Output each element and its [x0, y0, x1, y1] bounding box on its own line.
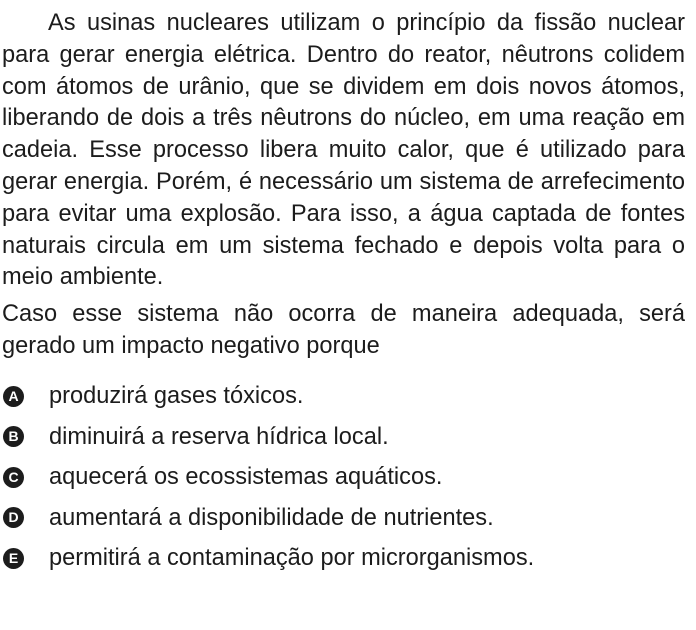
option-e-text: permitirá a contaminação por microrganismos.	[49, 545, 535, 572]
option-b-text: diminuirá a reserva hídrica local.	[49, 423, 389, 450]
option-b-letter-badge: B	[3, 426, 24, 447]
option-c[interactable]	[2, 457, 685, 498]
option-d-letter-badge: D	[3, 507, 24, 528]
option-c-letter-badge: C	[3, 467, 24, 488]
question-block	[2, 8, 685, 578]
option-b[interactable]	[2, 416, 685, 457]
option-a[interactable]	[2, 376, 685, 417]
option-c-text: aquecerá os ecossistemas aquáticos.	[49, 464, 443, 491]
option-d[interactable]	[2, 497, 685, 538]
option-d-text: aumentará a disponibilidade de nutrientes.	[49, 504, 494, 531]
option-a-text: produzirá gases tóxicos.	[49, 383, 304, 410]
question-stem: Caso esse sistema não ocorra de maneira adequada, será gerado um impacto negativo porque	[2, 301, 685, 359]
option-e-letter-badge: E	[3, 548, 24, 569]
option-e[interactable]	[2, 538, 685, 579]
question-text: As usinas nucleares utilizam o princípio da fissão nuclear para gerar energia elétrica. Dentro do reator, nêutrons colidem com átomos de urânio, que se dividem em dois novos átomos, liberando de dois a três nêutrons do núcleo, em uma reação em cadeia. Esse processo libera muito calor, que é utilizado para gerar energia. Porém, é necessário um sistema de arrefecimento para evitar uma explosão. Para isso, a água captada de fontes naturais circula em um sistema fechado e depois volta para o meio ambiente.	[2, 10, 685, 291]
answer-options	[2, 376, 685, 579]
option-a-letter-badge: A	[3, 386, 24, 407]
